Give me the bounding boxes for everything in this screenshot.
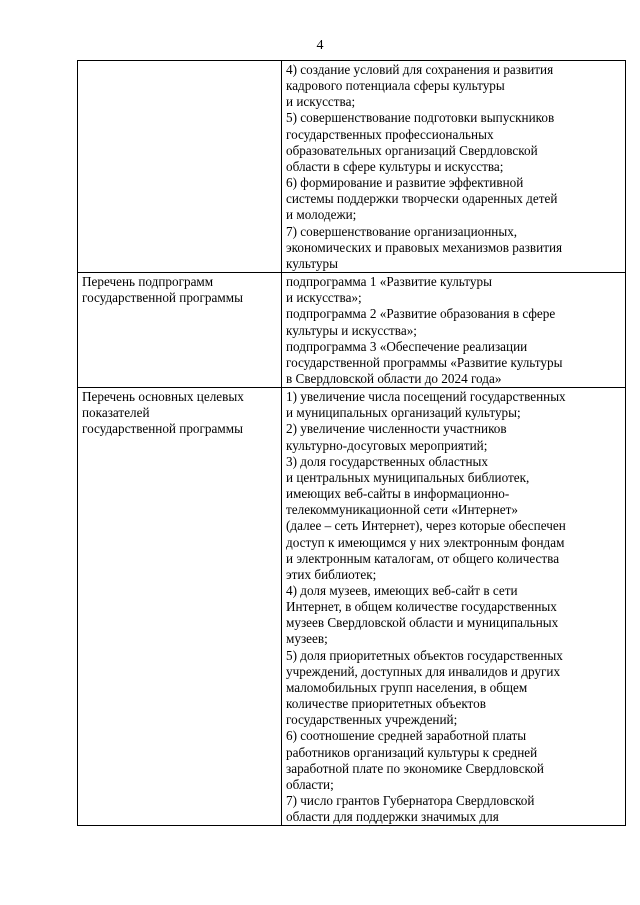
row-label-line: Перечень основных целевых <box>82 389 244 405</box>
row-content-line: телекоммуникационной сети «Интернет» <box>286 502 518 518</box>
row-content-line: доступ к имеющимся у них электронным фондам <box>286 534 565 550</box>
row-content-cell <box>282 273 626 388</box>
row-content-line: 6) формирование и развитие эффективной <box>286 175 524 191</box>
row-content-line: 7) число грантов Губернатора Свердловской <box>286 793 535 809</box>
row-content-line: и центральных муниципальных библиотек, <box>286 469 530 485</box>
row-content-line: имеющих веб-сайты в информационно- <box>286 486 510 502</box>
row-content-line: (далее – сеть Интернет), через которые обеспечен <box>286 518 566 534</box>
row-content-line: заработной плате по экономике Свердловской <box>286 760 544 776</box>
row-content-line: в Свердловской области до 2024 года» <box>286 370 502 386</box>
row-label-line: государственной программы <box>82 290 243 306</box>
row-content-line: и искусства»; <box>286 290 362 306</box>
row-content-line: 6) соотношение средней заработной платы <box>286 728 527 744</box>
row-content-line: области в сфере культуры и искусства; <box>286 158 504 174</box>
row-content-line: и молодежи; <box>286 207 357 223</box>
row-content-line: культуры <box>286 255 338 271</box>
row-content-line: Интернет, в общем количестве государственных <box>286 599 557 615</box>
row-content-line: и электронным каталогам, от общего количества <box>286 550 560 566</box>
row-content-line: 5) доля приоритетных объектов государственных <box>286 647 563 663</box>
row-label-cell <box>78 388 282 826</box>
row-content-line: системы поддержки творчески одаренных детей <box>286 191 558 207</box>
row-label-line: показателей <box>82 405 150 421</box>
row-content-line: и искусства; <box>286 94 356 110</box>
row-content-line: культурно-досуговых мероприятий; <box>286 437 488 453</box>
row-content-line: этих библиотек; <box>286 566 377 582</box>
row-content-line: музеев; <box>286 631 328 647</box>
row-label-line: государственной программы <box>82 421 243 437</box>
row-content-line: 4) доля музеев, имеющих веб-сайт в сети <box>286 583 518 598</box>
row-label-cell <box>78 61 282 273</box>
row-content-line: государственной программы «Развитие культуры <box>286 354 563 370</box>
row-content-line: 1) увеличение числа посещений государственных <box>286 389 566 405</box>
row-content-line: 5) совершенствование подготовки выпускников <box>286 110 555 126</box>
row-content-line: 2) увеличение численности участников <box>286 421 507 437</box>
row-content-line: области; <box>286 776 334 792</box>
row-content-line: работников организаций культуры к средней <box>286 744 538 760</box>
row-content-line: кадрового потенциала сферы культуры <box>286 78 505 94</box>
row-content-line: подпрограмма 3 «Обеспечение реализации <box>286 338 528 354</box>
row-content-line: 7) совершенствование организационных, <box>286 223 518 239</box>
program-passport-table <box>77 60 626 826</box>
row-content-line: маломобильных групп населения, в общем <box>286 679 528 695</box>
row-subprograms <box>78 273 626 388</box>
row-target-indicators <box>78 388 626 826</box>
row-content-line: области для поддержки значимых для <box>286 809 499 825</box>
row-content-line: музеев Свердловской области и муниципальных <box>286 615 559 631</box>
row-content-cell <box>282 388 626 826</box>
row-content-cell <box>282 61 626 273</box>
row-content-line: подпрограмма 2 «Развитие образования в сфере <box>286 306 556 322</box>
row-content-line: культуры и искусства»; <box>286 322 417 338</box>
row-content-line: и муниципальных организаций культуры; <box>286 405 521 421</box>
row-content-line: учреждений, доступных для инвалидов и других <box>286 663 561 679</box>
table-body <box>78 61 626 826</box>
row-goals-continued <box>78 61 626 273</box>
row-content-line: 3) доля государственных областных <box>286 453 488 469</box>
row-label-cell <box>78 273 282 388</box>
row-label-line: Перечень подпрограмм <box>82 274 214 290</box>
row-content-line: экономических и правовых механизмов развития <box>286 239 563 255</box>
row-content-line: 4) создание условий для сохранения и развития <box>286 62 554 77</box>
row-content-line: подпрограмма 1 «Развитие культуры <box>286 274 492 290</box>
row-content-line: государственных учреждений; <box>286 712 458 728</box>
row-content-line: количестве приоритетных объектов <box>286 696 486 712</box>
page-number: 4 <box>316 38 324 53</box>
row-content-line: государственных профессиональных <box>286 126 494 142</box>
row-content-line: образовательных организаций Свердловской <box>286 142 538 158</box>
